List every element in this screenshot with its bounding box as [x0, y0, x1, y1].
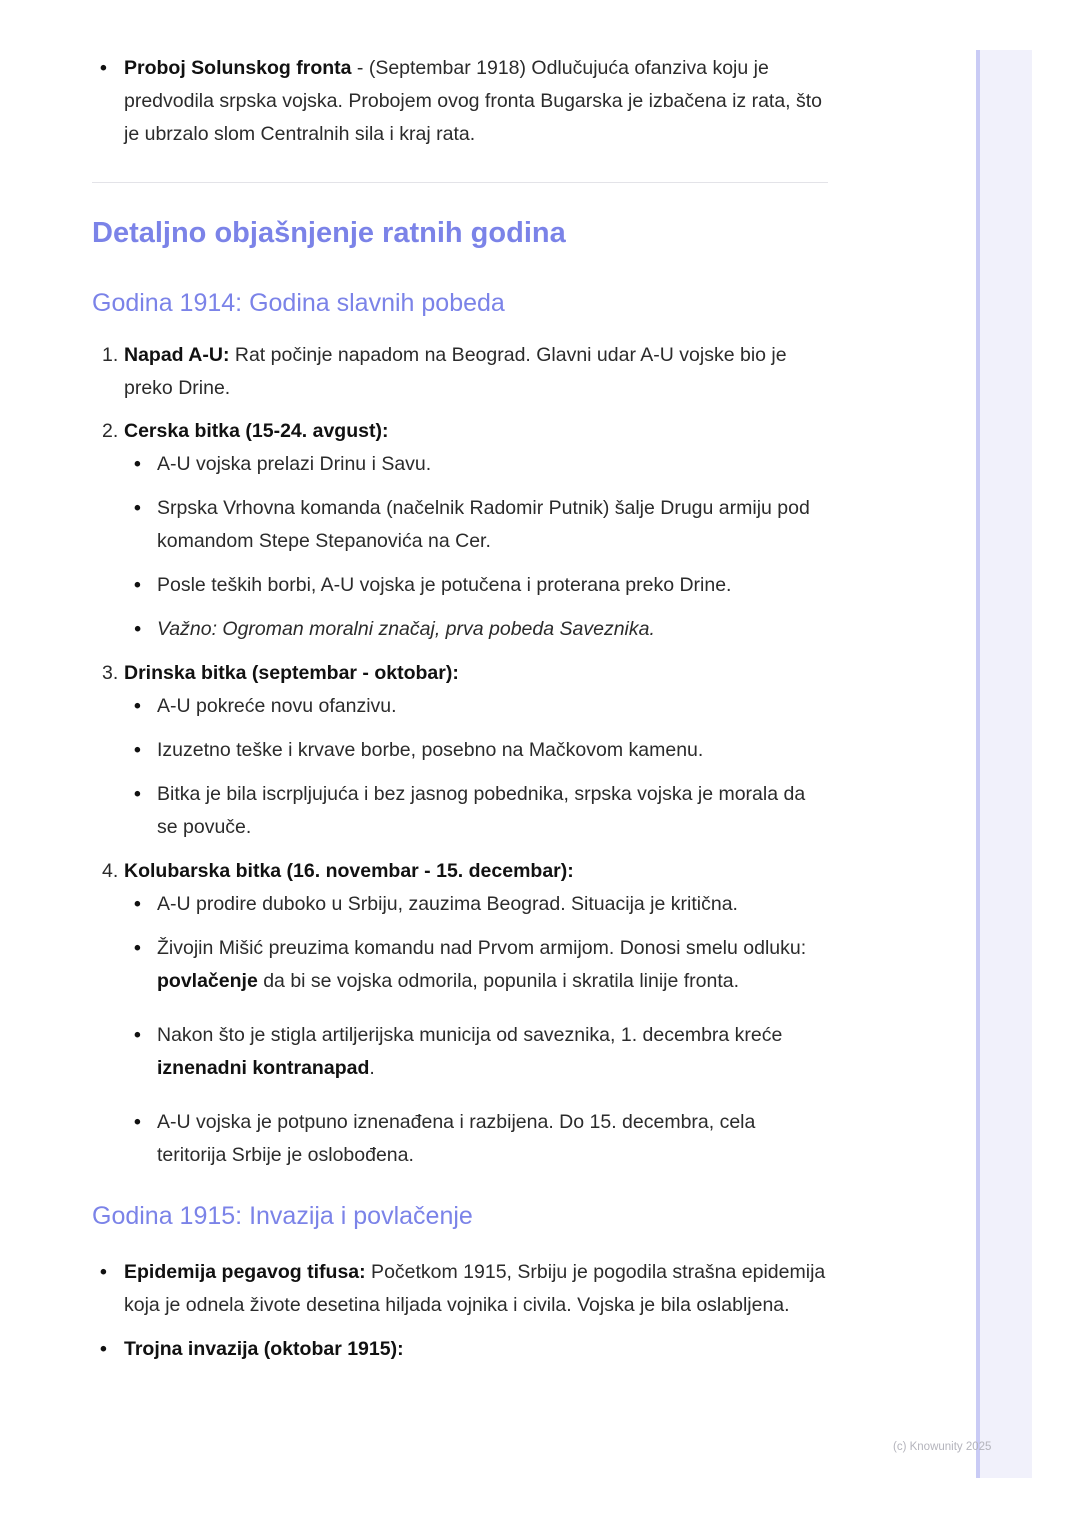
- item-title: Cerska bitka (15-24. avgust):: [124, 420, 389, 442]
- counter-bold: iznenadni kontranapad: [157, 1057, 370, 1079]
- misic-text-start: Živojin Mišić preuzima komandu nad Prvom armijom. Donosi smelu odluku:: [157, 937, 807, 959]
- heading-1914: Godina 1914: Godina slavnih pobeda: [92, 289, 505, 317]
- cer-bullets: [124, 448, 828, 646]
- list-item: [92, 1333, 828, 1366]
- divider: [92, 182, 828, 183]
- counter-text-start: Nakon što je stigla artiljerijska municija od saveznika, 1. decembra kreće: [157, 1024, 783, 1046]
- list-item: • Izuzetno teške i krvave borbe, posebno na Mačkovom kamenu.: [124, 734, 828, 767]
- drina-bullets: [124, 690, 828, 844]
- list-item: [92, 415, 828, 646]
- heading-1915: Godina 1915: Invazija i povlačenje: [92, 1202, 473, 1230]
- list-item: • A-U vojska je potpuno iznenađena i razbijena. Do 15. decembra, cela teritorija Srbije je oslobođena.: [124, 1106, 828, 1172]
- item-number: 1.: [102, 344, 119, 366]
- counter-text-end: .: [369, 1057, 375, 1079]
- list-item: [92, 52, 828, 151]
- kolubara-bullets: [124, 888, 828, 1172]
- item-title: Trojna invazija (oktobar 1915):: [124, 1338, 404, 1360]
- list-item: [92, 855, 828, 1172]
- item-title: Kolubarska bitka (16. novembar - 15. decembar):: [124, 860, 574, 882]
- item-title: Epidemija pegavog tifusa:: [124, 1261, 366, 1283]
- item-text: Početkom 1915, Srbiju je pogodila strašna epidemija koja je odnela živote desetina hiljada vojnika i civila. Vojska je bila oslabljena.: [124, 1261, 826, 1316]
- item-number: 3.: [102, 662, 119, 684]
- side-rail: [976, 50, 1032, 1478]
- intro-list: [92, 52, 828, 151]
- item-text: Rat počinje napadom na Beograd. Glavni udar A-U vojske bio je preko Drine.: [124, 344, 787, 399]
- list-item: • Posle teških borbi, A-U vojska je potučena i proterana preko Drine.: [124, 569, 828, 602]
- item-title: Drinska bitka (septembar - oktobar):: [124, 662, 459, 684]
- term-description: - (Septembar 1918) Odlučujuća ofanziva koju je predvodila srpska vojska. Probojem ovog fronta Bugarska je izbačena iz rata, što je ubrzalo slom Centralnih sila i kraj rata.: [124, 57, 823, 145]
- list-item: • A-U prodire duboko u Srbiju, zauzima Beograd. Situacija je kritična.: [124, 888, 828, 921]
- list-item: • A-U vojska prelazi Drinu i Savu.: [124, 448, 828, 481]
- list-item: • A-U pokreće novu ofanzivu.: [124, 690, 828, 723]
- list-item: • Važno: Ogroman moralni značaj, prva pobeda Saveznika.: [124, 613, 828, 646]
- section-title: Detaljno objašnjenje ratnih godina: [92, 217, 566, 249]
- list-item: • Srpska Vrhovna komanda (načelnik Radomir Putnik) šalje Drugu armiju pod komandom Stepe Stepanovića na Cer.: [124, 492, 828, 558]
- battles-1914-list: [92, 339, 828, 1172]
- list-item: [92, 1256, 828, 1322]
- misic-text-end: da bi se vojska odmorila, popunila i skratila linije fronta.: [257, 970, 740, 992]
- document-content: [92, 52, 828, 1366]
- list-item: [124, 932, 828, 998]
- list-item: [124, 1019, 828, 1085]
- list-item: [92, 657, 828, 844]
- list-item: • Bitka je bila iscrpljujuća i bez jasnog pobednika, srpska vojska je morala da se povuče.: [124, 778, 828, 844]
- item-number: 2.: [102, 420, 119, 442]
- list-item: [92, 339, 828, 405]
- item-number: 4.: [102, 860, 119, 882]
- term-proboj: Proboj Solunskog fronta: [124, 57, 352, 79]
- watermark: (c) Knowunity 2025: [893, 1441, 992, 1453]
- events-1915-list: [92, 1256, 828, 1366]
- misic-bold: povlačenje: [157, 970, 258, 992]
- item-title: Napad A-U:: [124, 344, 230, 366]
